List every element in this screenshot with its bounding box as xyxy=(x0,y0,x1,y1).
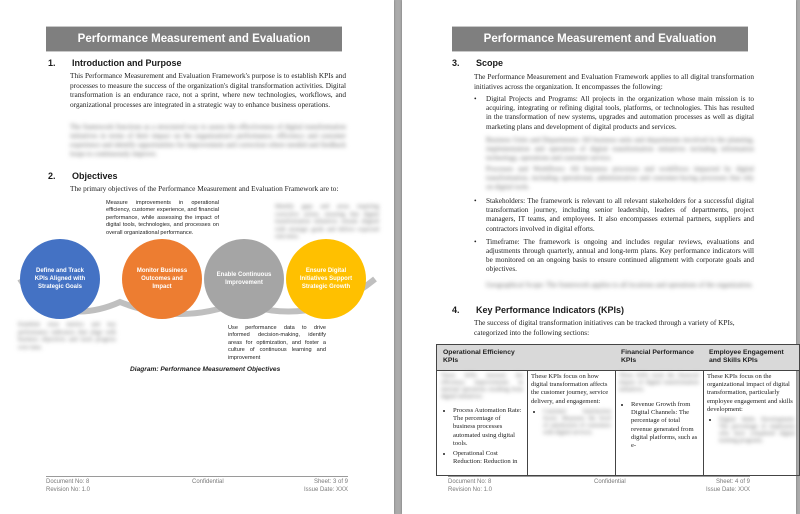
page-footer xyxy=(46,476,348,499)
page-banner: Performance Measurement and Evaluation Framework xyxy=(46,26,342,52)
kpi-column-financial xyxy=(615,345,704,475)
column-header: Financial Performance KPIs xyxy=(615,345,703,371)
objective-label: Ensure Digital Initiatives Support Strategic Growth xyxy=(299,268,353,290)
kpi-intro: The success of digital transformation initiatives can be tracked through a variety of KPIs, categorized into the following sections: xyxy=(474,318,735,337)
kpi-list xyxy=(531,408,611,449)
section-title: Objectives xyxy=(72,171,118,181)
objective-circle-improvement xyxy=(204,239,284,319)
blurred-paragraph: The framework functions as a structured way to assess the effectiveness of digital transformation initiatives in terms of their impact on the organization's performance, efficiency and customer experience and identify opportunities for improvement and correction where needed and feedback loops to continuously improve. xyxy=(70,123,346,158)
kpi-table xyxy=(436,344,800,476)
section-number: 1. xyxy=(48,58,56,68)
blurred-bullet: Processes and Workflows: All business processes and workflows impacted by digital transformation, including operational, administrative and customer-facing processes that rely on digital tools. xyxy=(486,165,754,191)
section-number: 3. xyxy=(452,58,460,68)
page-banner: Performance Measurement and Evaluation Framework xyxy=(452,26,748,52)
section-title: Key Performance Indicators (KPIs) xyxy=(476,305,625,315)
column-body xyxy=(703,371,799,475)
objectives-intro: The primary objectives of the Performance Measurement and Evaluation Framework are to: xyxy=(70,184,339,193)
column-body xyxy=(437,371,527,475)
revision-number: Revision No: 1.0 xyxy=(46,487,91,493)
bullet-text: Stakeholders: The framework is relevant to all relevant stakeholders for a successful digital transformation journey, including senior leadership, leaders of departments, project managers, IT teams, and employees. It also encompasses external partners, suppliers and contractors involved in digital efforts. xyxy=(486,197,754,233)
objective-circle-growth xyxy=(286,239,366,319)
bullet-text: Timeframe: The framework is ongoing and includes regular reviews, evaluations and adjustments through quarterly, annual and long-term plans. Key performance indicators will be monitored on an ongoing basis to ensure continued alignment with corporate goals and objectives. xyxy=(486,237,754,274)
kpi-column-operational xyxy=(437,345,528,475)
objective-label: Monitor Business Outcomes and Impact xyxy=(136,268,188,290)
objective-label: Enable Continuous Improvement xyxy=(216,272,272,286)
blurred-cell-text: These KPIs measure the efficiency improvements in internal operations resulting from digital initiatives: xyxy=(441,373,523,400)
page-footer xyxy=(448,476,750,499)
kpi-list xyxy=(441,407,523,466)
blurred-bullet: Business Units and Departments: All business units and departments involved in the planning, implementation and operation of digital transformation initiatives including information technology, operations and customer service. xyxy=(486,136,754,162)
sheet-number: Sheet: 3 of 9 xyxy=(313,479,348,485)
revision-number: Revision No: 1.0 xyxy=(448,487,493,493)
document-page-3 xyxy=(0,0,394,514)
section-title: Introduction and Purpose xyxy=(72,58,182,68)
confidential-label: Confidential xyxy=(594,479,626,485)
list-item: • Digital Projects and Programs: All projects in the organization whose main mission is to acquiring, integrating or refining digital tools, platforms, or technologies. This has resulted in the transformation of new systems, upgrades and automation processes as well as digital marketing plans and development of digital products and services. xyxy=(474,95,754,131)
scope-bullets xyxy=(474,197,754,279)
cell-text: These KPIs focus on the organizational impact of digital transformation, particularly employee engagement and skills development: xyxy=(707,373,793,413)
list-item xyxy=(719,416,795,461)
diagram-top-description: Measure improvements in operational efficiency, customer experience, and financial performance, while assessing the impact of digital tools, technologies, and processes on overall organizational performance. xyxy=(106,200,219,236)
diagram-blurred-note: Establish clear metrics and key performance indicators that align with business objectives and track progress over time. xyxy=(18,322,116,351)
kpi-column-customer xyxy=(527,345,616,475)
blurred-cell-text: • Customer Satisfaction Score: Measures the level of satisfaction of customers with digital services. xyxy=(543,408,611,436)
kpi-list xyxy=(619,401,699,450)
confidential-label: Confidential xyxy=(192,479,224,485)
scope-bullets xyxy=(474,95,754,136)
column-header: Employee Engagement and Skills KPIs xyxy=(703,345,799,371)
bullet-text: Digital Projects and Programs: All projects in the organization whose main mission is to acquiring, integrating or refining digital tools, platforms, or technologies. This has resulted in the transformation of new systems, upgrades and automation processes as well as digital marketing plans and development of digital products and services. xyxy=(486,95,754,131)
objective-circle-outcomes xyxy=(122,239,202,319)
section-title: Scope xyxy=(476,58,504,68)
scope-intro: The Performance Measurement and Evaluation Framework applies to all digital transformation initiatives across the organization. It encompasses the following: xyxy=(474,72,754,91)
list-item: • Operational Cost Reduction: Reduction in xyxy=(453,450,523,466)
section-number: 2. xyxy=(48,171,56,181)
blurred-cell-text: These KPIs track the financial impact of digital transformation initiatives: xyxy=(619,373,699,393)
diagram-blurred-note: Identify gaps and areas requiring corrective action, ensuring that digital transformation initiatives remain aligned with strategic goals and deliver expected outcomes. xyxy=(275,204,379,240)
kpi-list xyxy=(707,416,795,461)
column-body xyxy=(615,371,703,475)
kpi-column-employee xyxy=(703,345,799,475)
blurred-bullet: Geographical Scope: The framework applies to all locations and operations of the organization. xyxy=(486,281,754,289)
list-item xyxy=(543,408,611,449)
issue-date: Issue Date: XXX xyxy=(705,487,750,493)
diagram-caption: Diagram: Performance Measurement Objectives xyxy=(130,366,281,373)
list-item: • Stakeholders: The framework is relevant to all relevant stakeholders for a successful digital transformation journey, including senior leadership, leaders of departments, project managers, IT teams, and employees. It also encompasses external partners, suppliers and contractors involved in digital efforts. xyxy=(474,197,754,233)
column-header: Operational Efficiency KPIs xyxy=(437,345,527,371)
document-number: Document No: 8 xyxy=(448,479,492,485)
document-page-4 xyxy=(402,0,796,514)
column-body xyxy=(527,371,615,475)
diagram-bottom-description: Use performance data to drive informed decision-making, identify areas for optimization, and foster a culture of continuous learning and improvement xyxy=(228,325,326,361)
list-item: • Revenue Growth from Digital Channels: The percentage of total revenue generated from digital platforms, such as e- xyxy=(631,401,699,450)
sheet-number: Sheet: 4 of 9 xyxy=(715,479,750,485)
issue-date: Issue Date: XXX xyxy=(303,487,348,493)
objective-label: Define and Track KPIs Aligned with Strategic Goals xyxy=(34,268,86,290)
document-number: Document No: 8 xyxy=(46,479,90,485)
blurred-cell-text: • Digital Skills Development: The percentage of employees who have completed digital training programs. xyxy=(719,417,795,445)
intro-paragraph: This Performance Measurement and Evaluation Framework's purpose is to establish KPIs and processes to measure the success of the organization's digital transformation activities. Digital transformation is an endurance race, not a sprint, where new technologies, workflows, and organizational processes are integrated in a strategic way to enhance business operations. xyxy=(70,71,346,109)
objective-circle-kpis xyxy=(20,239,100,319)
list-item: • Process Automation Rate: The percentage of business processes automated using digital tools. xyxy=(453,407,523,448)
section-number: 4. xyxy=(452,305,460,315)
list-item: • Timeframe: The framework is ongoing and includes regular reviews, evaluations and adjustments through quarterly, annual and long-term plans. Key performance indicators will be monitored on an ongoing basis to ensure continued alignment with corporate goals and objectives. xyxy=(474,237,754,274)
column-header xyxy=(527,345,615,371)
cell-text: These KPIs focus on how digital transformation affects the customer journey, service delivery, and engagement: xyxy=(531,373,609,405)
